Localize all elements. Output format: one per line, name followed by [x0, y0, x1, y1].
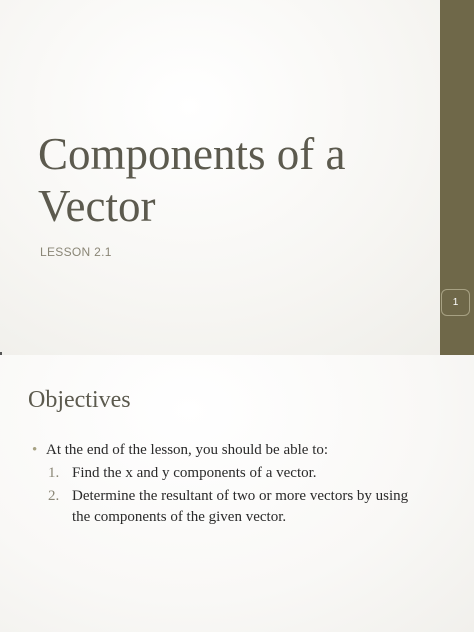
list-item [48, 486, 428, 528]
list-item-text: Find the x and y components of a vector. [72, 465, 317, 481]
list-item-number: 1. [48, 465, 60, 481]
page-number: 1 [452, 297, 459, 308]
list-item-text: Determine the resultant of two or more vectors by using the components of the given vector. [72, 488, 409, 525]
bullet-intro [32, 442, 328, 459]
bullet-intro-text: At the end of the lesson, you should be able to: [46, 442, 329, 458]
bullet-dot-icon: • [32, 442, 38, 458]
objectives-list [48, 463, 428, 530]
objectives-heading: Objectives [28, 387, 131, 413]
list-item-number: 2. [48, 488, 60, 504]
slide-title: Components of a Vector [38, 129, 346, 231]
page-number-badge [441, 289, 470, 316]
slide-subtitle: LESSON 2.1 [40, 245, 112, 259]
list-item [48, 463, 428, 484]
objectives-slide [0, 355, 474, 632]
